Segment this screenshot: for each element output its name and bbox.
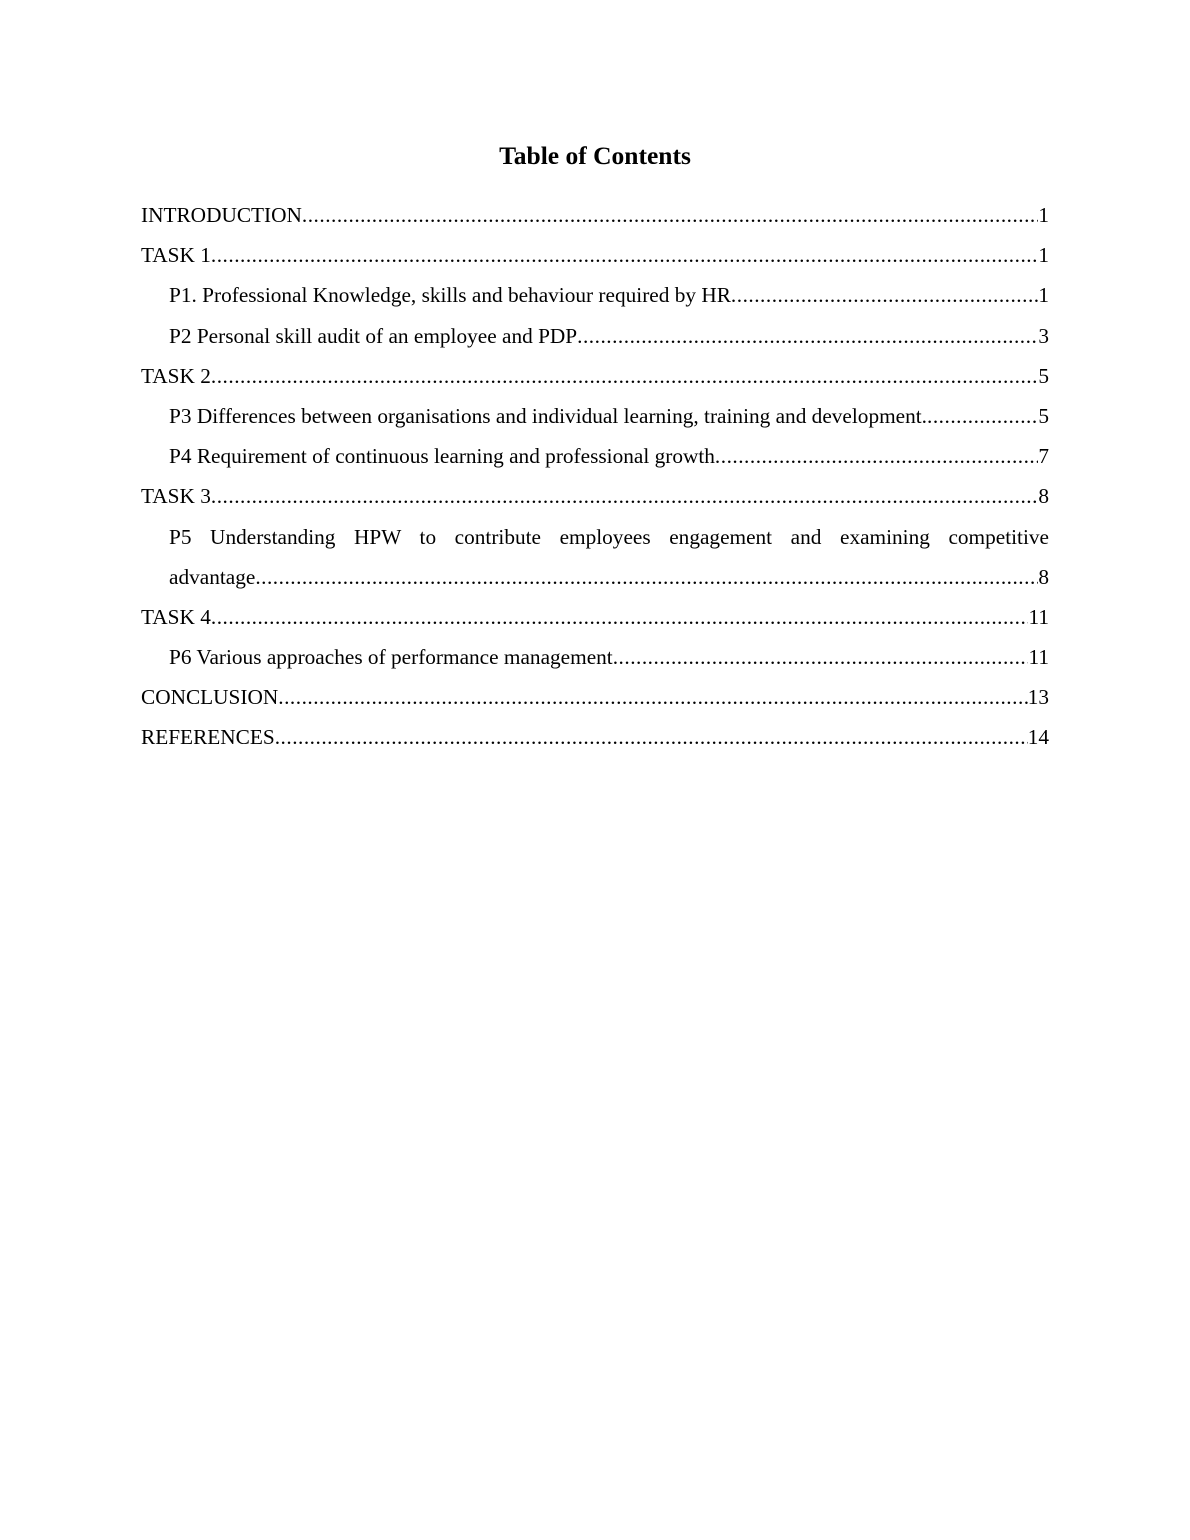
toc-page-number: 8 [1038, 564, 1049, 589]
toc-leader-dots [211, 356, 1038, 396]
toc-entry-p2[interactable] [141, 316, 1049, 356]
toc-entry-label: P4 Requirement of continuous learning and professional growth [169, 444, 715, 469]
toc-entry-label-line-2-row [169, 557, 1049, 597]
toc-leader-dots [715, 436, 1038, 476]
toc-entry-task-2[interactable] [141, 356, 1049, 396]
toc-page-number: 1 [1038, 203, 1049, 227]
toc-entry-p1[interactable] [141, 275, 1049, 315]
toc-leader-dots [275, 717, 1028, 757]
toc-leader-dots [255, 557, 1038, 597]
toc-list [141, 195, 1049, 758]
toc-entry-label: P1. Professional Knowledge, skills and behaviour required by HR [169, 283, 731, 308]
toc-entry-label: TASK 1 [141, 243, 211, 268]
toc-leader-dots [302, 195, 1038, 235]
toc-leader-dots [211, 235, 1038, 275]
toc-page-number: 11 [1028, 645, 1049, 670]
toc-entry-label: INTRODUCTION [141, 203, 302, 227]
toc-entry-p3[interactable] [141, 396, 1049, 436]
toc-leader-dots [731, 275, 1038, 315]
toc-page-number: 5 [1038, 403, 1049, 428]
toc-leader-dots [278, 677, 1027, 717]
toc-entry-conclusion[interactable] [141, 677, 1049, 717]
toc-entry-label: CONCLUSION [141, 685, 279, 710]
toc-entry-references[interactable] [141, 717, 1049, 757]
toc-entry-label-line-1: P5 Understanding HPW to contribute employees engagement and examining competitive [169, 524, 1049, 549]
toc-entry-label-line-2: advantage [169, 564, 256, 589]
toc-entry-label: P6 Various approaches of performance management [169, 645, 613, 670]
toc-page-number: 1 [1038, 243, 1049, 268]
toc-page-number: 5 [1038, 363, 1049, 388]
toc-page-number: 13 [1027, 685, 1049, 710]
toc-leader-dots [613, 637, 1029, 677]
toc-entry-task-1[interactable] [141, 235, 1049, 275]
toc-entry-introduction[interactable] [141, 195, 1049, 235]
toc-leader-dots [211, 597, 1029, 637]
toc-page-number: 14 [1027, 725, 1049, 750]
toc-page-number: 1 [1038, 283, 1049, 308]
toc-entry-label: TASK 3 [141, 484, 211, 509]
toc-entry-task-4[interactable] [141, 597, 1049, 637]
toc-leader-dots [927, 396, 1038, 436]
toc-entry-label: TASK 4 [141, 604, 211, 629]
toc-entry-label: REFERENCES [141, 725, 275, 750]
toc-entry-label: P3 Differences between organisations and individual learning, training and development. [169, 403, 928, 428]
toc-leader-dots [577, 316, 1038, 356]
toc-entry-p4[interactable] [141, 436, 1049, 476]
toc-leader-dots [211, 476, 1038, 516]
toc-entry-label: TASK 2 [141, 363, 211, 388]
toc-entry-task-3[interactable] [141, 476, 1049, 516]
toc-entry-p5[interactable] [141, 517, 1049, 597]
toc-page-number: 8 [1038, 484, 1049, 509]
toc-entry-label: P2 Personal skill audit of an employee and PDP [169, 323, 578, 348]
toc-page-number: 3 [1038, 323, 1049, 348]
toc-page-number: 11 [1028, 604, 1049, 629]
toc-entry-p6[interactable] [141, 637, 1049, 677]
toc-page-number: 7 [1038, 444, 1049, 469]
toc-title: Table of Contents [499, 141, 691, 170]
